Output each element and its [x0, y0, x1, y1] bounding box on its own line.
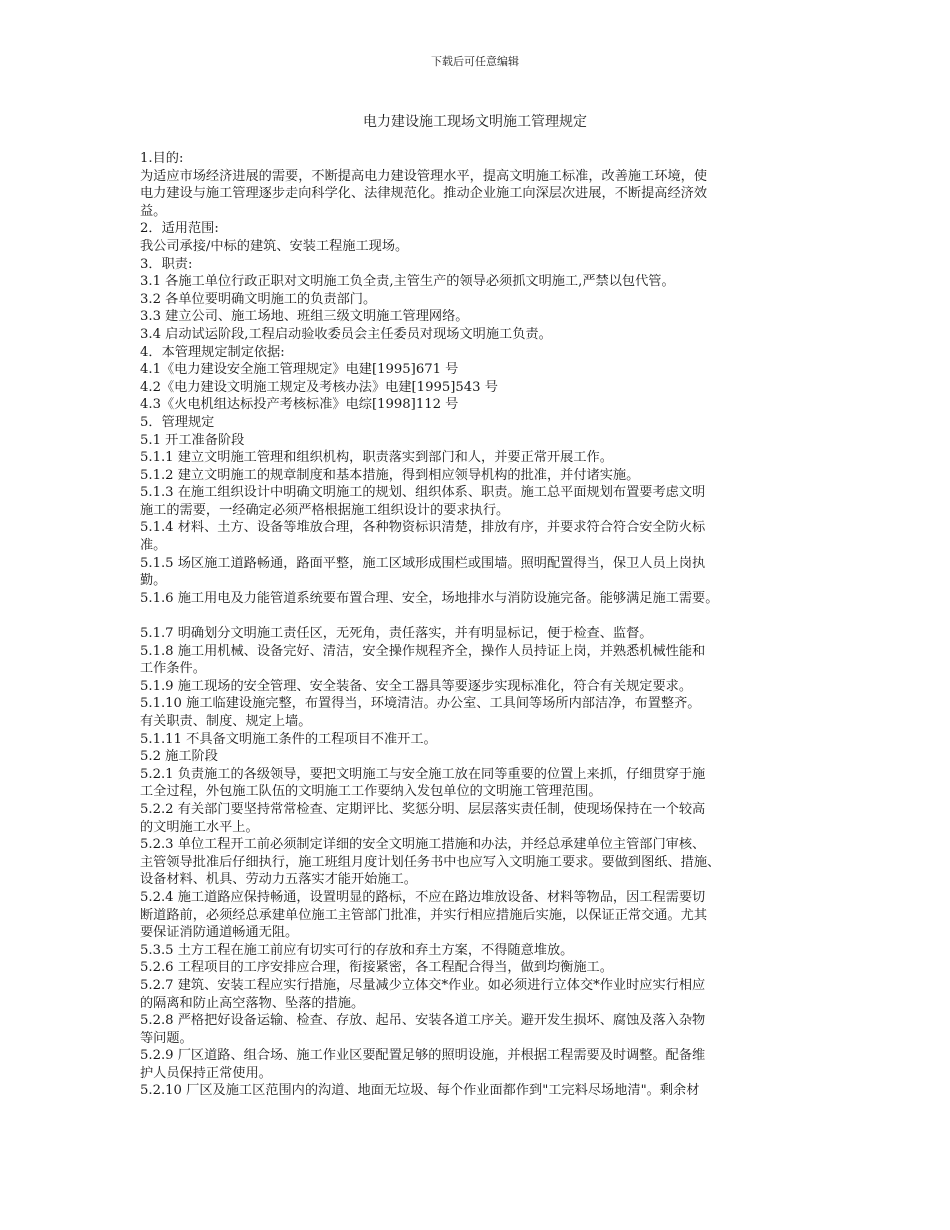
body-line: 勤。 — [140, 573, 167, 589]
body-line: 设备材料、机具、劳动力五落实才能开始施工。 — [140, 872, 417, 888]
body-line: 5.2.7 建筑、安装工程应实行措施，尽量减少立体交*作业。如必须进行立体交*作业时应实行相应 — [140, 977, 706, 993]
body-line: 工全过程，外包施工队伍的文明施工工作要纳入发包单位的文明施工管理范围。 — [140, 784, 602, 800]
body-line: 5.2.8 严格把好设备运输、检查、存放、起吊、安装各道工序关。避开发生损坏、腐蚀及落入杂物 — [140, 1013, 706, 1029]
body-line: 2．适用范围: — [140, 221, 219, 237]
body-line: 5.2.10 厂区及施工区范围内的沟道、地面无垃圾、每个作业面都作到"工完料尽场地清"。剩余材 — [140, 1083, 700, 1099]
document-body — [140, 150, 815, 1100]
body-line: 主管领导批准后仔细执行，施工班组月度计划任务书中也应写入文明施工要求。要做到图纸、措施、 — [140, 854, 721, 870]
body-line: 施工的需要，一经确定必须严格根据施工组织设计的要求执行。 — [140, 502, 510, 518]
body-line: 断道路前，必须经总承建单位施工主管部门批准，并实行相应措施后实施，以保证正常交通。尤其 — [140, 907, 708, 923]
body-line: 5.1.6 施工用电及力能管道系统要布置合理、安全，场地排水与消防设施完备。能够满足施工需要。 — [140, 590, 719, 606]
body-line: 有关职责、制度、规定上墙。 — [140, 714, 312, 729]
body-line: 3.4 启动试运阶段,工程启动验收委员会主任委员对现场文明施工负责。 — [140, 326, 552, 342]
body-line: 准。 — [140, 538, 167, 554]
body-line: 等问题。 — [140, 1030, 193, 1046]
body-line: 5.2.6 工程项目的工序安排应合理，衔接紧密，各工程配合得当，做到均衡施工。 — [140, 960, 613, 976]
body-line: 5.1.11 不具备文明施工条件的工程项目不准开工。 — [140, 731, 437, 747]
body-line: 3.1 各施工单位行政正职对文明施工负全责,主管生产的领导必须抓文明施工,严禁以包代管。 — [140, 274, 675, 290]
body-line: 5.1.2 建立文明施工的规章制度和基本措施，得到相应领导机构的批准，并付诸实施。 — [140, 467, 640, 483]
blank-line — [140, 607, 815, 625]
body-line: 的隔离和防止高空落物、坠落的措施。 — [140, 995, 365, 1011]
body-line: 5.1.8 施工用机械、设备完好、清洁，安全操作规程齐全，操作人员持证上岗，并熟悉机械性能和 — [140, 643, 706, 659]
body-line: 5.2 施工阶段 — [140, 749, 218, 765]
body-line: 3.2 各单位要明确文明施工的负责部门。 — [140, 291, 377, 307]
body-line: 5.1.9 施工现场的安全管理、安全装备、安全工器具等要逐步实现标准化，符合有关规定要求。 — [140, 678, 693, 694]
body-line: 3．职责: — [140, 256, 193, 272]
body-line: 的文明施工水平上。 — [140, 819, 259, 835]
body-line: 5．管理规定 — [140, 414, 215, 430]
body-line: 4.2《电力建设文明施工规定及考核办法》电建[1995]543 号 — [140, 379, 498, 395]
body-line: 为适应市场经济进展的需要，不断提高电力建设管理水平，提高文明施工标准，改善施工环境，使 — [140, 168, 708, 184]
body-line: 5.2.9 厂区道路、组合场、施工作业区要配置足够的照明设施，并根据工程需要及时调整。配备维 — [140, 1048, 706, 1064]
body-line: 5.2.1 负责施工的各级领导，要把文明施工与安全施工放在同等重要的位置上来抓，仔细贯穿于施 — [140, 766, 706, 782]
body-line: 电力建设与施工管理逐步走向科学化、法律规范化。推动企业施工向深层次进展，不断提高经济效 — [140, 186, 708, 202]
body-line: 5.1.7 明确划分文明施工责任区，无死角，责任落实，并有明显标记，便于检查、监督。 — [140, 626, 653, 642]
body-line: 5.2.3 单位工程开工前必须制定详细的安全文明施工措施和办法，并经总承建单位主管部门审核、 — [140, 837, 706, 853]
header-note: 下载后可任意编辑 — [431, 55, 519, 68]
body-line: 我公司承接/中标的建筑、安装工程施工现场。 — [140, 238, 409, 254]
body-line: 5.3.5 土方工程在施工前应有切实可行的存放和弃土方案，不得随意堆放。 — [140, 942, 574, 958]
body-line: 5.1 开工准备阶段 — [140, 432, 245, 448]
document-title: 电力建设施工现场文明施工管理规定 — [363, 114, 587, 130]
body-line: 护人员保持正常使用。 — [140, 1065, 272, 1081]
body-line: 5.1.1 建立文明施工管理和组织机构，职责落实到部门和人，并要正常开展工作。 — [140, 450, 613, 466]
body-line: 4.1《电力建设安全施工管理规定》电建[1995]671 号 — [140, 362, 459, 378]
body-line: 5.1.5 场区施工道路畅通，路面平整，施工区域形成围栏或围墙。照明配置得当，保卫人员上岗执 — [140, 555, 706, 571]
body-line: 益。 — [140, 203, 167, 219]
body-line: 5.2.2 有关部门要坚持常常检查、定期评比、奖惩分明、层层落实责任制，使现场保持在一个较高 — [140, 801, 706, 817]
body-line: 5.1.10 施工临建设施完整，布置得当，环境清洁。办公室、工具间等场所内部洁净，布置整齐。 — [140, 696, 701, 712]
body-line: 4．本管理规定制定依据: — [140, 344, 285, 360]
body-line: 5.1.3 在施工组织设计中明确文明施工的规划、组织体系、职责。施工总平面规划布置要考虑文明 — [140, 485, 706, 501]
body-line: 3.3 建立公司、施工场地、班组三级文明施工管理网络。 — [140, 309, 469, 325]
body-line: 5.2.4 施工道路应保持畅通，设置明显的路标，不应在路边堆放设备、材料等物品，因工程需要切 — [140, 889, 706, 905]
body-line: 1.目的: — [140, 151, 184, 166]
body-line: 工作条件。 — [140, 661, 206, 677]
body-line: 4.3《火电机组达标投产考核标准》电综[1998]112 号 — [140, 397, 459, 413]
body-line: 要保证消防通道畅通无阻。 — [140, 925, 299, 941]
body-line: 5.1.4 材料、土方、设备等堆放合理，各种物资标识清楚，排放有序，并要求符合符合安全防火标 — [140, 520, 706, 536]
